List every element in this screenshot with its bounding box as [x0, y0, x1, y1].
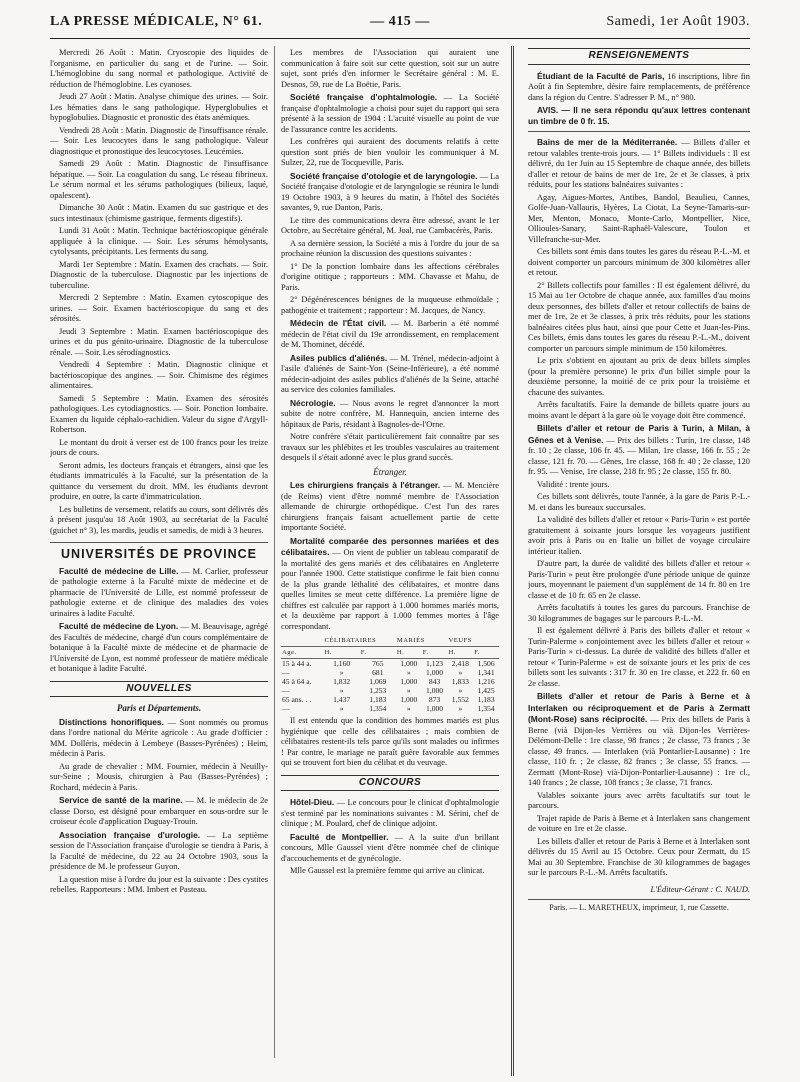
table-cell: 1,160 [333, 659, 351, 668]
table-cell: 1,123 [426, 659, 444, 668]
article-text: — M. Trénel, médecin-adjoint à l'asile d'aliénés de Saint-Yon (Seine-Inférieure), a été nommé médecin-adjoint des asiles publics d'aliénés de la Seine, attaché au service des colonies familiales. [281, 353, 499, 394]
article-text: — Le concours pour le clinicat d'ophtalmologie s'est terminé par les nominations suivantes : M. Sérini, chef de clinique ; M. Poulard, chef de clinique adjoint. [281, 798, 499, 828]
table-subheader: H. [447, 647, 473, 659]
notice: AVIS. — Il ne sera répondu qu'aux lettres contenant un timbre de 0 fr. 15. [528, 105, 750, 126]
table-cell: 873 [428, 695, 441, 704]
table-cell: 1,832 [333, 677, 351, 686]
table-cell: — [282, 668, 290, 677]
table-cell: 1,833 [451, 677, 469, 686]
table-row [281, 668, 499, 677]
table-cell: 1,506 [477, 659, 495, 668]
table-cell: » [406, 686, 411, 695]
table-cell: 45 à 64 a. [282, 677, 312, 686]
table-cell: 1,000 [426, 704, 444, 713]
table-cell: 1,000 [400, 677, 418, 686]
paragraph: Le prix s'obtient en ajoutant au prix de deux billets simples (pour la première personne) le prix d'un billet simple pour la deuxième personne, la moitié de ce prix pour la troisième et chacune des suivantes. [528, 356, 750, 397]
header-rule [50, 38, 750, 39]
paragraph: 2° Dégénérescences bénignes de la muqueuse ethmoïdale ; pathogénie et traitement ; rapporteur : M. Jacques, de Nancy. [281, 295, 499, 315]
table-cell: » [458, 668, 463, 677]
paragraph: Les billets d'aller et retour de Paris à Berne et à Interlaken sont délivrés du 15 Avril au 15 Octobre. Ceux pour Zermatt, du 15 Mai au 30 Septembre. Franchise de 30 kilogrammes de bagages sur le parcours P.-L.-M. Arrêts facultatifs. [528, 836, 750, 877]
course-programme [50, 48, 268, 436]
article [281, 171, 499, 214]
paragraph: Trajet rapide de Paris à Berne et à Interlaken sans changement de voiture en 1re et 2e classe. [528, 813, 750, 833]
article [50, 621, 268, 675]
table-row [281, 686, 499, 695]
table-subheader-row [281, 647, 499, 659]
paragraph: Ces billets sont émis dans toutes les gares du réseau P.-L.-M. et doivent comporter un parcours minimum de 300 kilomètres aller et retour. [528, 247, 750, 277]
table-subheader: F. [473, 647, 499, 659]
column-1 [50, 48, 268, 1058]
table-cell: 1,354 [369, 704, 387, 713]
page-number: — 415 — [370, 14, 430, 29]
table-body [281, 659, 499, 714]
section-heading-nouvelles: NOUVELLES [50, 681, 268, 698]
programme-entry: Lundi 31 Août : Matin. Technique bactérioscopique générale appliquée à la clinique. — Soir. Les sérums hémolysants, cytolysants, précipitants. Les ferments du sang. [50, 226, 268, 256]
programme-entry: Mercredi 2 Septembre : Matin. Examen cytoscopique des urines. — Soir. Examen bactérioscopique du sang et des sérosités. [50, 293, 268, 323]
table-cell: 1,000 [426, 668, 444, 677]
table-cell: 65 ans. . . [282, 695, 312, 704]
table-cell: 2,418 [451, 659, 469, 668]
table-subheader: H. [324, 647, 360, 659]
article [50, 717, 268, 760]
article [281, 832, 499, 865]
table-row [281, 704, 499, 713]
table-header-empty [281, 635, 324, 647]
article [50, 830, 268, 873]
article-heading: Billets d'aller et retour de Paris à Berne et à Interlaken ou réciproquement et de Paris à Zermatt (Mont-Rose) sans réciprocité. [528, 691, 750, 724]
table-cell: 1,552 [451, 695, 469, 704]
article-text: — La septième session de l'Association française d'urologie se tiendra à Paris, à la Faculté de médecine, du 22 au 24 Octobre 1903, sous la présidence de M. le professeur Guyon. [50, 830, 268, 871]
article [281, 318, 499, 351]
paragraph: Le montant du droit à verser est de 100 francs pour les treize jours de cours. [50, 437, 268, 457]
table-row [281, 677, 499, 686]
table-cell: 1,183 [369, 695, 387, 704]
paragraph: Les membres de l'Association qui auraient une communication à faire soit sur cette question, soit sur un autre sujet, sont priés d'en informer le Secrétaire général : M. E. Desnos, 59, rue de La Boëtie, Paris. [281, 48, 499, 89]
programme-entry: Jeudi 3 Septembre : Matin. Examen bactérioscopique des urines et du pus génito-urinaire. Diagnostic de la tuberculose rénale. — Soir. Les sérodiagnostics. [50, 326, 268, 357]
table-group-header: CÉLIBATAIRES [324, 635, 396, 647]
section-heading-universites: UNIVERSITÉS DE PROVINCE [50, 542, 268, 560]
article [281, 480, 499, 534]
table-cell: 1,253 [369, 686, 387, 695]
subsection-heading: Paris et Départements. [116, 703, 202, 713]
paragraph: Valables soixante jours avec arrêts facultatifs sur tout le parcours. [528, 790, 750, 810]
printer-imprint: Paris. — L. MARETHEUX, imprimeur, 1, rue Cassette. [528, 899, 750, 914]
paragraph: Il est entendu que la condition des hommes mariés est plus hygiénique que celle des célibataires ; mais combien de célibataires restent-ils tels parce qu'ils sont malades ou infirmes ! Par contre, le mariage ne paraît guère favorable aux femmes qui se trouvent fort bien du célibat et du veuvage. [281, 716, 499, 767]
article-text: — La Société française d'ophtalmologie a choisi pour sujet du rapport qui sera présenté à la session de 1904 : L'acuité visuelle au point de vue de l'assurance contre les accidents. [281, 93, 499, 134]
article-text: — Billets d'aller et retour valables trente-trois jours. — 1° Billets individuels : Il est délivré, du 1er Juin au 15 Septembre de chaque année, des billets d'aller et retour de bains de mer de 1re, 2e et 3e classes, à prix réduits, pour les stations balnéaires suivantes : [528, 138, 750, 189]
table-cell: » [458, 704, 463, 713]
article-text: — M. Barberin a été nommé médecin de l'état civil du 19e arrondissement, en remplacement de M. Thominet, décédé. [281, 319, 499, 349]
editor-signature: L'Éditeur-Gérant : C. NAUD. [650, 884, 750, 894]
table-group-header: VEUFS [447, 635, 499, 647]
table-subheader: Age. [281, 647, 324, 659]
table-group-header: MARIÉS [396, 635, 448, 647]
article-heading: Billets d'aller et retour de Paris à Turin, à Milan, à Gênes et à Venise. [528, 423, 750, 445]
page-header [50, 14, 750, 36]
article-text: — M. le médecin de 2e classe Dorso, est désigné pour embarquer en sous-ordre sur le croiseur école d'application Duguay-Trouin. [50, 796, 268, 826]
paragraph: Agay, Aigues-Mortes, Antibes, Bandol, Beaulieu, Cannes, Golfe-Juan-Vallauris, Hyères, La Ciotat, La Seyne-Tamaris-sur-Mer, Menton, Monaco, Monte-Carlo, Montpellier, Nice, Ollioules-Sanary, Saint-Raphaël-Valescure, Toulon et Villefranche-sur-Mer. [528, 192, 750, 244]
programme-entry: Samedi 29 Août : Matin. Diagnostic de l'insuffisance hépatique. — Soir. La coagulation du sang. Le réseau fibrineux. Le sérum normal et les sérums pathologiques (bilieux, laqué, opalescent). [50, 159, 268, 200]
section-heading-renseignements: RENSEIGNEMENTS [528, 48, 750, 65]
table-cell: — [282, 686, 290, 695]
paragraph: Au grade de chevalier : MM. Fournier, médecin à Neuilly-sur-Seine ; Mousis, chirurgien à Pau (Basses-Pyrénées) ; Rochard, médecin à Paris. [50, 761, 268, 792]
table-cell: 1,069 [369, 677, 387, 686]
article-heading: Les chirurgiens français à l'étranger. [290, 480, 441, 490]
paragraph: A sa dernière session, la Société a mis à l'ordre du jour de sa prochaine réunion la discussion des questions suivantes : [281, 238, 499, 258]
table-cell: 1,000 [400, 659, 418, 668]
programme-entry: Dimanche 30 Août : Matin. Examen du suc gastrique et des sucs intestinaux (chimisme gastrique, ferments digestifs). [50, 203, 268, 223]
article [528, 423, 750, 478]
paragraph: Mlle Gaussel est la première femme qui arrive au clinicat. [290, 866, 485, 875]
programme-entry: Samedi 5 Septembre : Matin. Examen des sérosités pathologiques. Les cytodiagnostics. — Soir. Ponction lombaire. Examen du liquide céphalo-rachidien. Valeur du signe d'Argyll-Robertson. [50, 393, 268, 434]
article-text: 16 inscriptions, libre fin Août à fin Septembre, désire faire remplacements, de préférence dans la région du Centre. S'adresser P. M., n° 980. [528, 71, 750, 102]
column-separator [511, 46, 514, 1076]
programme-entry: Mercredi 26 Août : Matin. Cryoscopie des liquides de l'organisme, en particulier du sang et de l'urine. — Soir. L'hémoglobine du sang normal et pathologique. Activité de réduction de l'hémoglobine. Les cyanoses. [50, 48, 268, 89]
article-text: — La Société française d'otologie et de laryngologie se réunira le lundi 19 Octobre 1903, à 9 heures du matin, à l'hôtel des Sociétés savantes, 9, rue Danton, Paris. [281, 171, 499, 212]
programme-entry: Vendredi 4 Septembre : Matin. Diagnostic clinique et bactérioscopique des angines. — Soir. Chimisme des régimes alimentaires. [50, 360, 268, 390]
table-cell: 1,216 [477, 677, 495, 686]
table-cell: » [339, 668, 344, 677]
article-heading: Société française d'otologie et de laryngologie. [290, 170, 478, 181]
article [50, 566, 268, 620]
paragraph: La question mise à l'ordre du jour est la suivante : Des cystites rebelles. Rapporteurs : MM. Imbert et Pasteau. [50, 874, 268, 894]
table-cell: 843 [428, 677, 441, 686]
table-subheader: F. [360, 647, 396, 659]
article-heading: Faculté de médecine de Lyon. [59, 621, 179, 631]
mortality-table [281, 635, 499, 713]
article-heading: Mortalité comparée des personnes mariées et des célibataires. [281, 535, 499, 557]
article-heading: Étudiant de la Faculté de Paris, [537, 70, 665, 81]
programme-entry: Jeudi 27 Août : Matin. Analyse chimique des urines. — Soir. Les hématies dans le sang pathologique. Hyperglobulies et hypoglobulies. Diagnostic et pronostic des états anémiques. [50, 92, 268, 122]
table-cell: » [458, 686, 463, 695]
divider [528, 131, 750, 132]
table-cell: 765 [372, 659, 384, 668]
column-separator [274, 46, 275, 1058]
article-heading: Bains de mer de la Méditerranée. [537, 137, 678, 147]
article [281, 398, 499, 431]
paragraph: Les confrères qui auraient des documents relatifs à cette question sont priés de bien vouloir les communiquer à M. Sulzer, 22, rue de Tocqueville, Paris. [281, 137, 499, 167]
article-heading: Faculté de Montpellier. [290, 831, 389, 842]
article [281, 92, 499, 135]
article-text: — On vient de publier un tableau comparatif de la mortalité des gens mariés et des célibataires en Angleterre pour l'année 1900. Cette statistique confirme le fait bien connu de la plus grande léthalité des célibataires, et montre dans quelles limites se meut cette différence. La première ligne de chiffres est calculée par rapport à 1.000 hommes mariés morts, et la deuxième par rapport à 1.000 femmes mortes à l'âge correspondant. [281, 548, 499, 631]
paragraph: La validité des billets d'aller et retour « Paris-Turin » est portée gratuitement à soixante jours lorsque les voyageurs justifient avoir pris à Paris ou en Italie un billet de voyage circulaire intérieur italien. [528, 515, 750, 556]
table-cell: 1,354 [477, 704, 495, 713]
table-cell: — [282, 704, 290, 713]
article-text: — Nous avons le regret d'annoncer la mort subite de notre confrère, M. Hannequin, ancien interne des hôpitaux de Paris, résidant à Bagnoles-de-l'Orne. [281, 398, 499, 429]
table-cell: » [339, 704, 344, 713]
table-cell: 681 [372, 668, 384, 677]
section-heading-concours: CONCOURS [281, 775, 499, 792]
paragraph: Ces billets sont délivrés, toute l'année, à la gare de Paris P.-L.-M. et dans les bureaux succursales. [528, 492, 750, 512]
article [50, 795, 268, 828]
article [528, 71, 750, 104]
issue-date: Samedi, 1er Août 1903. [606, 14, 750, 29]
paragraph: D'autre part, la durée de validité des billets d'aller et retour « Paris-Turin » peut être prolongée d'une période unique de quinze jours, moyennant le paiement d'un supplément de 14 fr. 80 en 1re classe et de 10 fr. 65 en 2e classe. [528, 559, 750, 600]
article-heading: Distinctions honorifiques. [59, 716, 164, 727]
article [281, 536, 499, 633]
article-heading: Asiles publics d'aliénés. [290, 352, 388, 363]
article [528, 137, 750, 191]
table-row [281, 695, 499, 704]
table-cell: 1,183 [477, 695, 495, 704]
article-heading: Association française d'urologie. [59, 829, 201, 840]
table-cell: 15 à 44 a. [282, 659, 312, 668]
article [281, 353, 499, 396]
article-heading: Médecin de l'État civil. [290, 318, 387, 328]
paragraph: 2° Billets collectifs pour familles : Il est également délivré, du 15 Mai au 1er Octobre de chaque année, aux familles d'au moins deux personnes, des billets d'aller et retour collectifs de bains de mer de 1re, 2e et 3e classes, à prix très réduits, pour les stations balnéaires citées plus haut, ainsi que pour Cette et Juan-les-Pins. Ces billets, émis dans toutes les gares du réseau P.-L.-M., doivent comporter un parcours simple minimum de 150 kilomètres. [528, 280, 750, 353]
column-2 [281, 48, 499, 1058]
paragraph: Le titre des communications devra être adressé, avant le 1er Octobre, au Secrétaire général, M. Joal, rue Cambacérès, Paris. [281, 215, 499, 235]
article-heading: Service de santé de la marine. [59, 795, 183, 805]
table-cell: » [406, 704, 411, 713]
table-row [281, 659, 499, 669]
table-subheader: F. [422, 647, 448, 659]
programme-entry: Mardi 1er Septembre : Matin. Examen des crachats. — Soir. Diagnostic de la tuberculose. Diagnostic par les injections de tuberculine. [50, 259, 268, 290]
article-text: — Sont nommés ou promus dans l'ordre national du Mérite agricole : Au grade d'officier : MM. Dolléris, médecin à Lembeye (Basses-Pyrénées) ; Heim, médecin à Paris. [50, 717, 268, 758]
article-text: — A la suite d'un brillant concours, Mlle Gaussel vient d'être nommée chef de clinique d'accouchements et de gynécologie. [281, 832, 499, 863]
article [528, 691, 750, 789]
article-heading: Faculté de médecine de Lille. [59, 565, 179, 576]
table-cell: 1,425 [477, 686, 495, 695]
table-cell: » [339, 686, 344, 695]
article-heading: Société française d'ophtalmologie. [290, 92, 438, 102]
table-subheader: H. [396, 647, 422, 659]
paragraph: Seront admis, les docteurs français et étrangers, ainsi que les étudiants immatriculés à la Faculté, sur la présentation de la quittance du versement du droit. MM. les étudiants devront produire, en outre, la carte d'immatriculation. [50, 460, 268, 501]
table-cell: 1,437 [333, 695, 351, 704]
paragraph: Validité : trente jours. [537, 479, 610, 489]
paragraph: Arrêts facultatifs. Faire la demande de billets quatre jours au moins avant le départ à la gare où le voyage doit être commencé. [528, 400, 750, 420]
paragraph: Les bulletins de versement, relatifs au cours, sont délivrés dès à présent jusqu'au 18 Août 1903, au secrétariat de la Faculté (guichet n° 3), les mardis, jeudis et samedis, de midi à 3 heures. [50, 504, 268, 535]
journal-title: LA PRESSE MÉDICALE, N° 61. [50, 14, 263, 29]
table-cell: 1,341 [477, 668, 495, 677]
paragraph: Arrêts facultatifs à toutes les gares du parcours. Franchise de 30 kilogrammes de bagages sur le parcours P.-L.-M. [528, 603, 750, 623]
programme-entry: Vendredi 28 Août : Matin. Diagnostic de l'insuffisance rénale. — Soir. Les leucocytes dans le sang pathologique. Valeur diagnostique et pronostique des leucocytoses. Leucémies. [50, 125, 268, 156]
article-text: — Prix des billets de Paris à Berne (vià Dijon-les Verrières ou vià Dijon-les Verrières-Délémont-Delle : 1re classe, 98 francs ; 2e classe, 73 francs ; 3e classe, 49 francs. — Interlaken (vià Pontarlier-Lausanne) : 1re classe, 110 fr. ; 2e classe, 82 francs ; 3e classe, 55 francs. — Zermatt (Mont-Rose) vià-Dijon-Pontarlier-Lausanne) : 1re cl., 140 francs ; 2e classe, 108 francs ; 3e classe, 71 francs. [528, 715, 750, 787]
article-text: — M. Mencière (de Reims) vient d'être nommé membre de l'Association allemande de chirurgie orthopédique. C'est l'un des rares chirurgiens français faisant actuellement partie de cette importante Société. [281, 481, 499, 532]
article-heading: Hôtel-Dieu. [290, 797, 335, 807]
article-text: — M. Beauvisage, agrégé des Facultés de médecine, chargé d'un cours complémentaire de botanique à la Faculté mixte de médecine et de pharmacie de l'Université de Lyon, est nommé professeur de matière médicale et botanique à ladite Faculté. [50, 622, 268, 673]
article [281, 797, 499, 830]
article-text: — Prix des billets : Turin, 1re classe, 148 fr. 10 ; 2e classe, 106 fr. 45. — Milan, 1re classe, 166 fr. 55 ; 2e classe, 121 fr. 70. — Gênes, 1re classe, 168 fr. 40 ; 2e classe, 120 fr. 95. — Venise, 1re classe, 218 fr. 95 ; 2e classe, 155 fr. 80. [528, 435, 750, 476]
table-cell: » [406, 668, 411, 677]
table-cell: 1,000 [426, 686, 444, 695]
paragraph: Il est également délivré à Paris des billets d'aller et retour « Turin-Palerme » conjointement avec les billets d'aller et retour « Paris-Turin » ci-dessus. La durée de validité des billets d'aller et retour « Turin-Palerme » est de soixante jours et les prix de ces billets sont les suivants : 317 fr. 30 en 1re classe, et 222 fr. 60 en 2e classe. [528, 626, 750, 688]
table-cell: 1,000 [400, 695, 418, 704]
paragraph: Notre confrère s'était particulièrement fait connaître par ses travaux sur les phlébites et les troubles vasculaires au traitement desquels il s'était adonné avec le plus grand succès. [281, 432, 499, 462]
article-text: — M. Carlier, professeur de pathologie externe à la Faculté mixte de médecine et de pharmacie de l'Université de Lille, est nommé professeur de pathologie externe et de clinique des maladies des voies urinaires à ladite Faculté. [50, 566, 268, 618]
article-heading: Nécrologie. [290, 397, 336, 408]
column-3 [528, 48, 750, 1078]
paragraph: 1° De la ponction lombaire dans les affections cérébrales d'origine otitique ; rapporteurs : MM. Chavasse et Mahu, de Paris. [281, 261, 499, 292]
subsection-heading-etranger: Étranger. [373, 466, 407, 477]
